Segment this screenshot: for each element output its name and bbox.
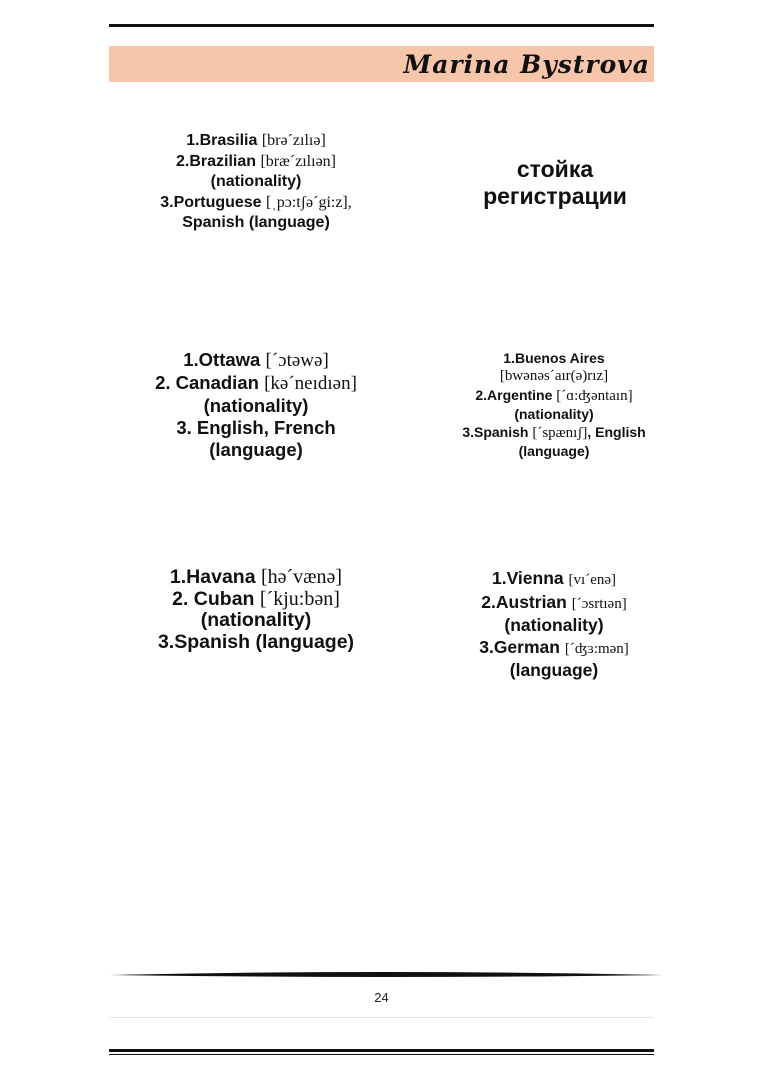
transcription: [ˌpɔ:tʃə´gi:z], xyxy=(266,193,352,211)
card-line xyxy=(420,637,688,661)
card-line xyxy=(110,152,402,173)
term: 1.Brasilia xyxy=(186,132,258,149)
bottom-rule xyxy=(109,1049,654,1052)
card-line xyxy=(110,193,402,214)
card-line: (language) xyxy=(209,439,303,460)
card-line: (language) xyxy=(509,660,599,680)
card-line: 3. English, French xyxy=(176,417,336,438)
top-rule xyxy=(109,24,654,27)
term: 2.Brazilian xyxy=(175,152,257,170)
card-line: 3.Spanish (language) xyxy=(157,630,355,653)
transcription: [´kju:bən] xyxy=(259,587,340,610)
card-line xyxy=(420,386,688,405)
term: 2. Canadian xyxy=(155,372,259,393)
transcription: [bwənəs´aır(ə)rız] xyxy=(499,368,609,385)
term: 1.Vienna xyxy=(491,568,564,588)
footer-swoosh-rule xyxy=(109,970,662,980)
term: 2.Austrian xyxy=(481,591,567,612)
flashcard-canada xyxy=(110,349,402,461)
term: 1.Ottawa xyxy=(183,349,261,370)
term: 3.German xyxy=(479,636,560,657)
footer-divider xyxy=(109,1017,654,1018)
flashcard-argentina xyxy=(420,349,688,461)
card-line: 1.Buenos Aires xyxy=(503,350,605,366)
flashcard-brazil xyxy=(110,131,402,234)
card-line: регистрации xyxy=(483,183,627,209)
card-line xyxy=(110,131,402,152)
transcription: [´ɔtəwə] xyxy=(265,350,329,371)
flashcard-check-in-desk xyxy=(420,156,690,210)
card-line xyxy=(420,568,688,592)
flashcard-cuba xyxy=(110,567,402,653)
transcription: [´spænıʃ] xyxy=(532,425,588,442)
header-band xyxy=(109,46,654,82)
card-line: стойка xyxy=(516,156,594,182)
term: 3.Portuguese xyxy=(160,193,262,211)
transcription: [´ɑ:ʤəntaın] xyxy=(556,387,633,404)
flashcard-austria xyxy=(420,568,688,682)
card-line: (language) xyxy=(518,443,590,460)
transcription: [hə´vænə] xyxy=(260,566,343,588)
transcription: [kə´neıdıən] xyxy=(264,373,357,394)
term: 3.Spanish xyxy=(462,424,529,441)
card-line xyxy=(110,589,402,611)
card-line xyxy=(420,592,688,616)
page-number: 24 xyxy=(374,990,389,1005)
term: , English xyxy=(587,424,646,441)
transcription: [brə´zılıə] xyxy=(261,132,326,149)
transcription: [´ɔsrtıən] xyxy=(571,595,627,612)
card-line: (nationality) xyxy=(200,609,312,631)
card-line: (nationality) xyxy=(514,405,594,422)
bottom-rule-thin xyxy=(109,1054,654,1055)
card-line: (nationality) xyxy=(210,173,302,190)
transcription: [´ʤɜ:mən] xyxy=(564,640,629,657)
card-line: Spanish (language) xyxy=(182,214,330,231)
transcription: [bræ´zılıən] xyxy=(260,152,336,170)
term: 2. Cuban xyxy=(172,587,255,610)
transcription: [vı´enə] xyxy=(568,572,616,588)
term: 2.Argentine xyxy=(475,386,553,403)
term: 1.Havana xyxy=(169,566,256,588)
card-line xyxy=(110,372,402,395)
card-line xyxy=(110,349,402,372)
author-title: Marina Bystrova xyxy=(403,50,650,79)
card-line: (nationality) xyxy=(504,615,604,635)
card-line xyxy=(110,567,402,589)
card-line xyxy=(420,423,688,442)
card-line: (nationality) xyxy=(203,395,309,416)
